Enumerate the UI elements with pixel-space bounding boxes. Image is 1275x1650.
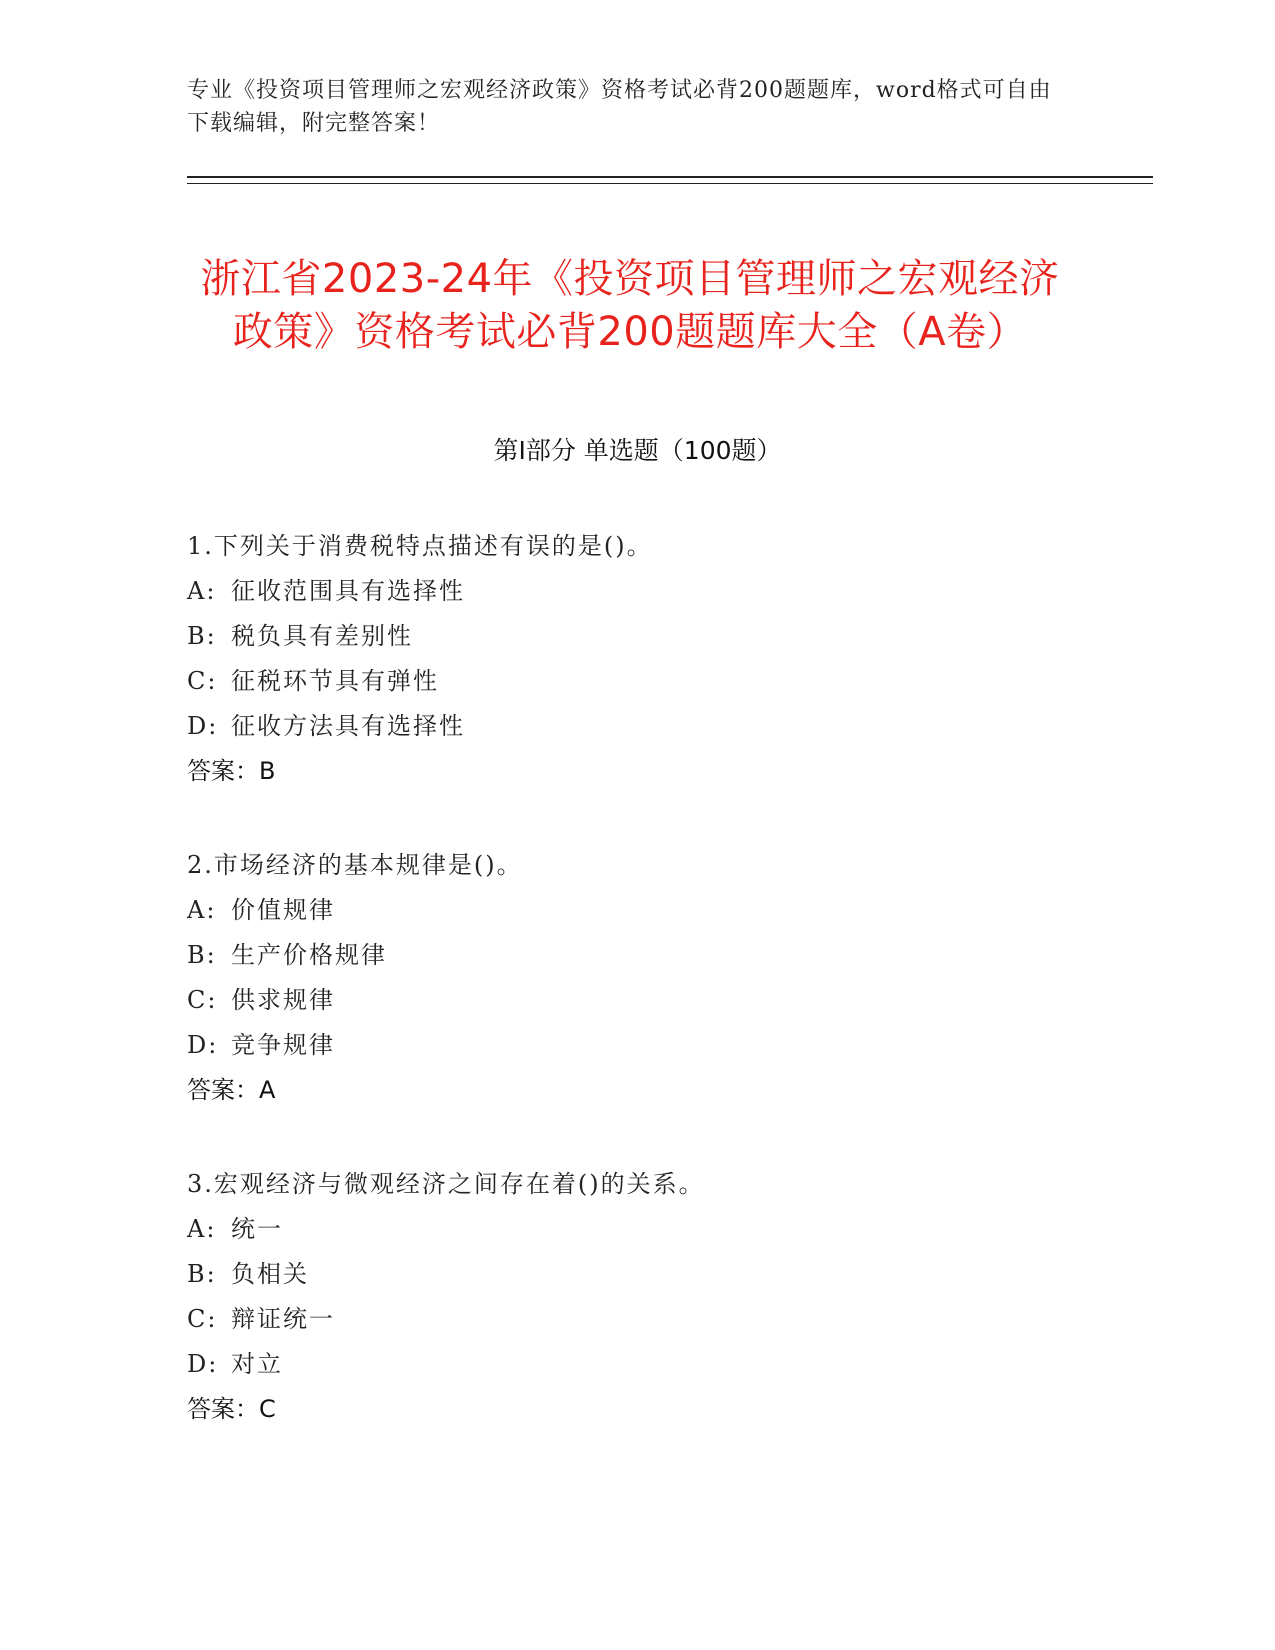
option-text: 供求规律 [231,986,335,1014]
option-text: 价值规律 [231,896,335,924]
option-letter: B: [187,1260,217,1288]
header-divider-thick [187,176,1153,178]
header-note: 专业《投资项目管理师之宏观经济政策》资格考试必背200题题库，word格式可自由下载编辑，附完整答案！ [187,78,1052,136]
option-text: 对立 [231,1350,283,1378]
option-text: 征收范围具有选择性 [231,577,465,605]
option-text: 税负具有差别性 [231,622,413,650]
option-letter: C: [187,986,218,1014]
question-item [187,1162,1127,1432]
option-letter: A: [187,577,217,605]
question-stem: 1.下列关于消费税特点描述有误的是()。 [187,532,653,560]
option-d [187,704,1127,749]
option-b [187,1252,1127,1297]
question-stem: 3.宏观经济与微观经济之间存在着()的关系。 [187,1170,705,1198]
option-d [187,1342,1127,1387]
option-text: 辩证统一 [231,1305,335,1333]
option-b [187,933,1127,978]
question-stem: 2.市场经济的基本规律是()。 [187,851,523,879]
option-letter: D: [187,1350,219,1378]
option-c [187,659,1127,704]
option-letter: C: [187,667,218,695]
option-a [187,1207,1127,1252]
option-letter: B: [187,941,217,969]
question-list [187,524,1127,1432]
section-title: 第I部分 单选题（100题） [493,436,782,465]
option-text: 征税环节具有弹性 [231,667,439,695]
answer-line: 答案：C [187,1395,276,1423]
header-divider-thin [187,183,1153,184]
document-title: 浙江省2023-24年《投资项目管理师之宏观经济政策》资格考试必背200题题库大全（A卷） [200,255,1060,355]
option-c [187,1297,1127,1342]
option-letter: A: [187,896,217,924]
question-item [187,843,1127,1113]
answer-line: 答案：A [187,1076,276,1104]
option-letter: D: [187,712,219,740]
question-item [187,524,1127,794]
answer-line: 答案：B [187,757,276,785]
option-text: 生产价格规律 [231,941,387,969]
option-text: 统一 [231,1215,283,1243]
option-letter: B: [187,622,217,650]
option-letter: C: [187,1305,218,1333]
option-c [187,978,1127,1023]
option-d [187,1023,1127,1068]
option-a [187,569,1127,614]
option-text: 竞争规律 [231,1031,335,1059]
option-a [187,888,1127,933]
option-letter: D: [187,1031,219,1059]
option-text: 负相关 [231,1260,309,1288]
option-letter: A: [187,1215,217,1243]
option-b [187,614,1127,659]
option-text: 征收方法具有选择性 [231,712,465,740]
